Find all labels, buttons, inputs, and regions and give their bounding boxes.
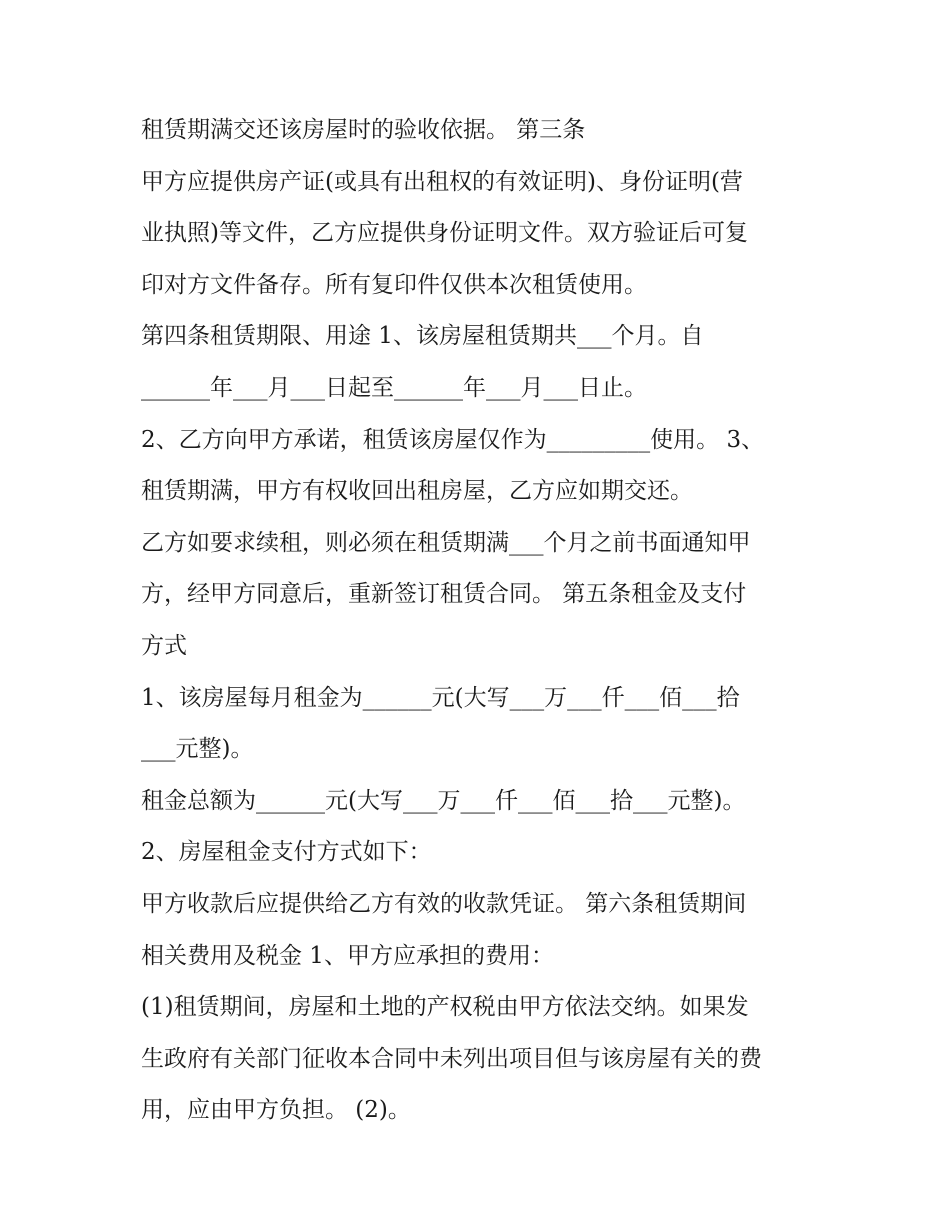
text-line: 2、房屋租金支付方式如下： (141, 839, 432, 866)
text-line: 印对方文件备存。所有复印件仅供本次租赁使用。 (141, 271, 647, 298)
text-line: 租金总额为______元(大写___万___仟___佰___拾___元整)。 (141, 787, 746, 814)
text-line: ___元整)。 (141, 736, 254, 763)
text-line: 生政府有关部门征收本合同中未列出项目但与该房屋有关的费 (141, 1045, 762, 1072)
text-line: 用，应由甲方负担。 (2)。 (141, 1097, 411, 1124)
text-line: 租赁期满，甲方有权收回出租房屋，乙方应如期交还。 (141, 478, 693, 505)
text-line: 1、该房屋每月租金为______元(大写___万___仟___佰___拾 (141, 684, 740, 711)
text-line: 2、乙方向甲方承诺，租赁该房屋仅作为_________使用。 3、 (141, 426, 765, 453)
text-line: ______年___月___日起至______年___月___日止。 (141, 374, 647, 401)
text-line: 甲方收款后应提供给乙方有效的收款凭证。 第六条租赁期间 (141, 890, 747, 917)
contract-text (141, 111, 831, 1143)
text-line: 相关费用及税金 1、甲方应承担的费用： (141, 942, 554, 969)
text-line: 第四条租赁期限、用途 1、该房屋租赁期共___个月。自 (141, 323, 704, 350)
text-line: 甲方应提供房产证(或具有出租权的有效证明)、身份证明(营 (141, 168, 743, 195)
text-line: 租赁期满交还该房屋时的验收依据。 第三条 (141, 117, 586, 143)
text-line: 业执照)等文件，乙方应提供身份证明文件。双方验证后可复 (141, 220, 748, 247)
text-line: 方，经甲方同意后，重新签订租赁合同。 第五条租金及支付 (141, 581, 747, 608)
text-line: (1)租赁期间，房屋和土地的产权税由甲方依法交纳。如果发 (141, 994, 749, 1021)
text-line: 方式 (141, 632, 187, 659)
text-line: 乙方如要求续租，则必须在租赁期满___个月之前书面通知甲 (141, 529, 751, 556)
